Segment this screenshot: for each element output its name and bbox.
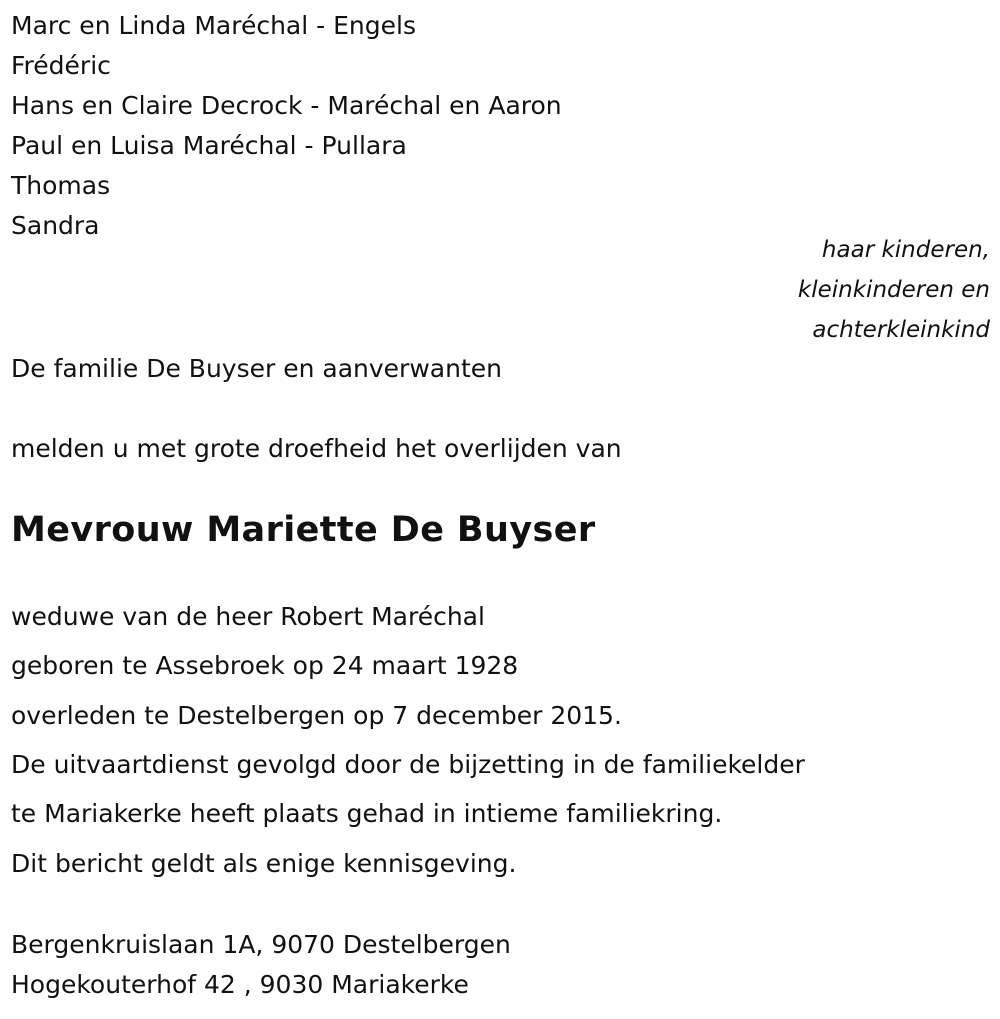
detail-line: Dit bericht geldt als enige kennisgeving. — [11, 849, 517, 878]
announcement: melden u met grote droefheid het overlijden van — [11, 434, 622, 463]
family-line: Paul en Luisa Maréchal - Pullara — [11, 131, 407, 160]
address-line: Hogekouterhof 42 , 9030 Mariakerke — [11, 970, 469, 999]
relation-line: haar kinderen, — [821, 237, 990, 263]
family-line: Hans en Claire Decrock - Maréchal en Aaron — [11, 91, 562, 120]
family-line: Thomas — [11, 171, 111, 200]
detail-line: te Mariakerke heeft plaats gehad in intieme familiekring. — [11, 799, 723, 828]
detail-line: overleden te Destelbergen op 7 december 2015. — [11, 701, 622, 730]
detail-line: De uitvaartdienst gevolgd door de bijzetting in de familiekelder — [11, 750, 805, 779]
deceased-name: Mevrouw Mariette De Buyser — [11, 510, 596, 550]
family-line: Marc en Linda Maréchal - Engels — [11, 11, 416, 40]
relation-line: achterkleinkind — [812, 317, 990, 343]
family-line: Frédéric — [11, 51, 111, 80]
detail-line: geboren te Assebroek op 24 maart 1928 — [11, 651, 519, 680]
address-line: Bergenkruislaan 1A, 9070 Destelbergen — [11, 930, 511, 959]
family-line: Sandra — [11, 211, 100, 240]
family-other: De familie De Buyser en aanverwanten — [11, 354, 502, 383]
relation-line: kleinkinderen en — [797, 277, 990, 303]
detail-line: weduwe van de heer Robert Maréchal — [11, 602, 485, 631]
